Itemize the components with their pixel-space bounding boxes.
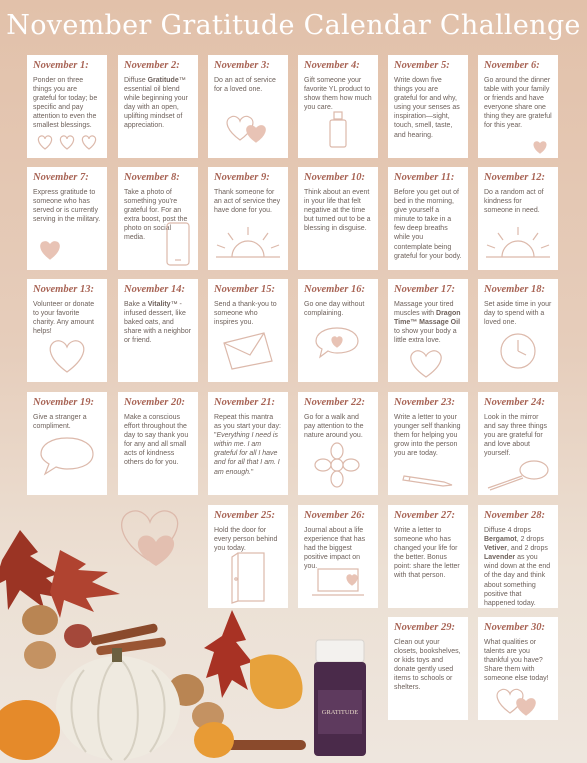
heart-outline-icon — [45, 337, 89, 375]
calendar-card-day-1 — [27, 55, 107, 158]
day-heading: November 24: — [484, 397, 545, 408]
maple-leaf-icon — [50, 550, 120, 618]
calendar-card-day-10 — [298, 167, 378, 270]
heart-sketch-icon — [138, 535, 174, 566]
bottle-cap-icon — [316, 640, 364, 662]
calendar-card-day-5 — [388, 55, 468, 158]
calendar-card-day-11 — [388, 167, 468, 270]
calendar-card-day-23 — [388, 392, 468, 495]
day-heading: November 10: — [304, 172, 365, 183]
calendar-card-day-24 — [478, 392, 558, 495]
day-heading: November 16: — [304, 284, 365, 295]
hand-mirror-icon — [482, 458, 552, 492]
day-heading: November 12: — [484, 172, 545, 183]
bottle-icon — [326, 110, 350, 150]
day-heading: November 7: — [33, 172, 89, 183]
day-text: Send a thank-you to someone who inspires you. — [214, 301, 277, 327]
day-text: Repeat this mantra as you start your day: "Everything I need is within me. I am grateful for all I have and for all that I am. I am enough." — [214, 414, 281, 476]
calendar-card-day-7 — [27, 167, 107, 270]
day-heading: November 27: — [394, 510, 455, 521]
day-text: Do an act of service for a loved one. — [214, 77, 276, 94]
day-heading: November 29: — [394, 622, 455, 633]
phone-icon — [164, 221, 192, 267]
calendar-card-day-15 — [208, 279, 288, 382]
day-text: Write a letter to your younger self thanking them for helping you grow into the person you are today. — [394, 414, 461, 458]
calendar-card-day-12 — [478, 167, 558, 270]
day-heading: November 11: — [394, 172, 455, 183]
day-heading: November 22: — [304, 397, 365, 408]
leaf-icon — [250, 655, 303, 710]
calendar-card-day-4 — [298, 55, 378, 158]
calendar-card-day-28 — [478, 505, 558, 608]
two-hearts-icon — [222, 110, 272, 144]
day-text: Before you get out of bed in the morning, give yourself a minute to take in a few deep breaths while you contemplate being grateful for your body. — [394, 189, 462, 260]
day-text: Write down five things you are grateful for and why, using your senses as inspiration—sight, touch, smell, taste, and hearing. — [394, 77, 460, 139]
autumn-decoration — [0, 490, 380, 763]
calendar-card-day-19 — [27, 392, 107, 495]
pumpkin-icon — [56, 656, 180, 760]
product-label: GRATITUDE — [321, 709, 359, 716]
sunrise-icon — [484, 225, 552, 261]
calendar-card-day-17 — [388, 279, 468, 382]
pencil-icon — [402, 472, 454, 488]
calendar-card-day-14 — [118, 279, 198, 382]
day-heading: November 2: — [124, 60, 180, 71]
day-text: Make a conscious effort throughout the day to say thank you for any and all small acts of kindness others do for you. — [124, 414, 189, 467]
day-text: Do a random act of kindness for someone in need. — [484, 189, 544, 215]
hazelnut-icon — [64, 624, 92, 648]
day-heading: November 28: — [484, 510, 545, 521]
speech-heart-icon — [312, 325, 362, 361]
three-hearts-icon — [35, 133, 99, 151]
day-heading: November 20: — [124, 397, 185, 408]
day-text: Clean out your closets, bookshelves, or kids toys and donate gently used items to schools or shelters. — [394, 639, 461, 692]
calendar-card-day-16 — [298, 279, 378, 382]
small-heart-icon — [532, 140, 548, 154]
sunrise-icon — [214, 225, 282, 261]
day-text: Massage your tired muscles with Dragon Time™ Massage Oil to show your body a little extra love. — [394, 301, 461, 345]
page-title: November Gratitude Calendar Challenge — [6, 10, 581, 41]
day-text: Volunteer or donate to your favorite charity. Any amount helps! — [33, 301, 95, 336]
day-heading: November 5: — [394, 60, 450, 71]
day-text: Thank someone for an act of service they have done for you. — [214, 189, 281, 215]
maple-leaf-icon — [204, 610, 252, 698]
envelope-icon — [220, 329, 276, 371]
calendar-card-day-21 — [208, 392, 288, 495]
clock-icon — [498, 331, 538, 371]
day-text: Think about an event in your life that felt negative at the time but turned out to be a blessing in disguise. — [304, 189, 371, 233]
day-heading: November 9: — [214, 172, 270, 183]
calendar-card-day-18 — [478, 279, 558, 382]
calendar-card-day-9 — [208, 167, 288, 270]
day-text: Take a photo of something you're grateful for. For an extra boost, post the photo on social media. — [124, 189, 188, 242]
day-heading: November 13: — [33, 284, 94, 295]
day-heading: November 30: — [484, 622, 545, 633]
day-heading: November 26: — [304, 510, 365, 521]
day-heading: November 8: — [124, 172, 180, 183]
calendar-card-day-13 — [27, 279, 107, 382]
day-text: Set aside time in your day to spend with a loved one. — [484, 301, 552, 327]
calendar-card-day-6 — [478, 55, 558, 158]
day-heading: November 15: — [214, 284, 275, 295]
calendar-card-day-8 — [118, 167, 198, 270]
day-text: Ponder on three things you are grateful for today; be specific and pay attention to even the smallest blessings. — [33, 77, 98, 130]
day-heading: November 19: — [33, 397, 94, 408]
day-heading: November 25: — [214, 510, 275, 521]
hazelnut-icon — [24, 641, 56, 669]
day-heading: November 23: — [394, 397, 455, 408]
flower-icon — [312, 442, 362, 488]
day-heading: November 17: — [394, 284, 455, 295]
day-text: Hold the door for every person behind you today. — [214, 527, 278, 553]
calendar-card-day-2 — [118, 55, 198, 158]
day-text: Gift someone your favorite YL product to show them how much you care. — [304, 77, 372, 112]
day-text: Diffuse 4 drops Bergamot, 2 drops Vetiver, and 2 drops Lavender as you wind down at the end of the day and think about something positive that happened today. — [484, 527, 551, 607]
day-heading: November 4: — [304, 60, 360, 71]
day-text: What qualities or talents are you thankful you have? Share them with someone else today! — [484, 639, 549, 683]
day-text: Journal about a life experience that has had the biggest positive impact on you. — [304, 527, 366, 571]
day-heading: November 21: — [214, 397, 275, 408]
calendar-card-day-29 — [388, 617, 468, 720]
calendar-card-day-30 — [478, 617, 558, 720]
day-text: Bake a Vitality™ -infused dessert, like baked oats, and share with a neighbor or friend. — [124, 301, 191, 345]
day-text: Look in the mirror and say three things you are grateful for and love about yourself. — [484, 414, 548, 458]
day-heading: November 14: — [124, 284, 185, 295]
day-text: Write a letter to someone who has changed your life for the better. Bonus point: share the letter with that person. — [394, 527, 460, 580]
calendar-card-day-22 — [298, 392, 378, 495]
day-text: Give a stranger a compliment. — [33, 414, 87, 431]
day-text: Express gratitude to someone who has served or is currently serving in the military. — [33, 189, 101, 224]
calendar-card-day-20 — [118, 392, 198, 495]
squash-icon — [0, 700, 60, 760]
two-hearts-icon — [492, 683, 542, 717]
calendar-card-day-27 — [388, 505, 468, 608]
day-heading: November 3: — [214, 60, 270, 71]
day-heading: November 6: — [484, 60, 540, 71]
filled-heart-icon — [37, 239, 63, 261]
day-text: Diffuse Gratitude™ essential oil blend while beginning your day with an open, uplifting mindset of appreciation. — [124, 77, 188, 130]
speech-bubble-icon — [37, 434, 97, 478]
day-text: Go one day without complaining. — [304, 301, 365, 318]
calendar-card-day-3 — [208, 55, 288, 158]
hazelnut-icon — [22, 605, 58, 635]
squash-icon — [194, 722, 234, 758]
day-heading: November 1: — [33, 60, 89, 71]
cinnamon-stick-icon — [226, 740, 306, 750]
day-heading: November 18: — [484, 284, 545, 295]
day-text: Go for a walk and pay attention to the nature around you. — [304, 414, 364, 440]
day-text: Go around the dinner table with your family or friends and have everyone share one thing they are grateful for this year. — [484, 77, 552, 130]
heart-outline-icon — [406, 347, 446, 379]
